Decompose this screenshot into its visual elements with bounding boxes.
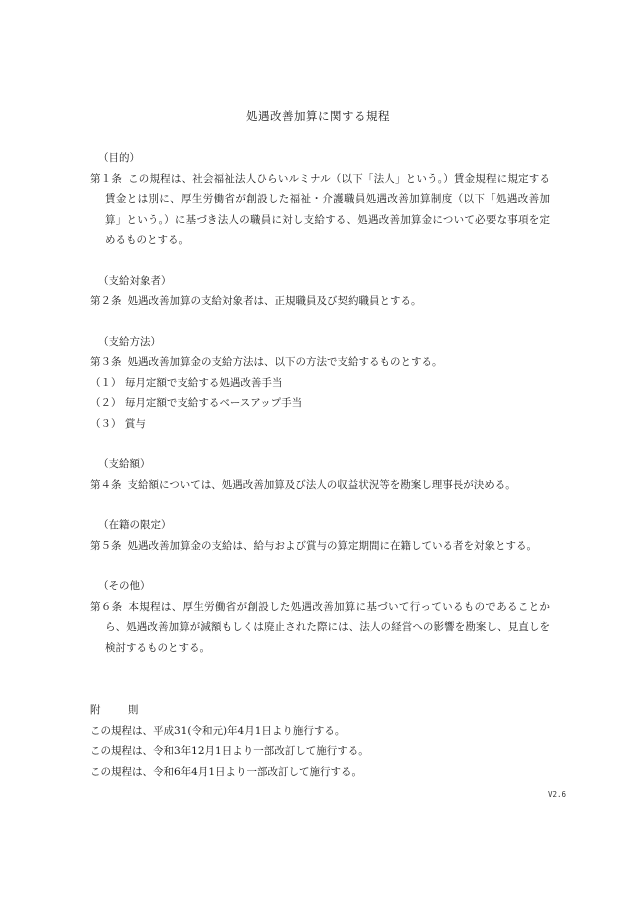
- document-title: 処遇改善加算に関する規程: [246, 109, 390, 123]
- article-5: [90, 536, 550, 557]
- article-2: [90, 291, 550, 312]
- section-heading-other: （その他）: [98, 580, 151, 592]
- supplementary-title: 附 則: [90, 704, 151, 716]
- document-body: [90, 148, 550, 782]
- article-6-label: 第６条: [90, 600, 123, 613]
- section-heading-method: （支給方法）: [98, 335, 161, 348]
- article-1-label: 第１条: [90, 172, 123, 185]
- article-2-label: 第２条: [90, 295, 122, 307]
- article-1-text: この規程は、社会福祉法人ひらいルミナル（以下「法人」という。）賃金規程に規定する賃金とは別に、厚生労働省が創設した福祉・介護職員処遇改善加算制度（以下「処遇改善加算」という。）に基づき法人の職員に対し支給する、処遇改善加算金について必要な事項を定めるものとする。: [105, 172, 550, 246]
- article-4: [90, 475, 550, 496]
- supplementary-line: この規程は、令和6年4月1日より一部改訂して施行する。: [90, 765, 363, 778]
- article-3-label: 第３条: [90, 356, 122, 368]
- supplementary-line: この規程は、令和3年12月1日より一部改訂して施行する。: [90, 745, 369, 757]
- article-6-text: 本規程は、厚生労働省が創設した処遇改善加算に基づいて行っているものであることから、処遇改善加算が減額もしくは廃止された際には、法人の経営への影響を勘案し、見直しを検討するものとする。: [105, 600, 551, 654]
- article-3-text: 処遇改善加算金の支給方法は、以下の方法で支給するものとする。: [127, 356, 443, 368]
- article-4-label: 第４条: [90, 478, 122, 491]
- article-4-text: 支給額については、処遇改善加算及び法人の収益状況等を勘案し理事長が決める。: [127, 478, 516, 491]
- article-5-label: 第５条: [90, 539, 122, 552]
- list-item: （２） 毎月定額で支給するベースアップ手当: [90, 397, 303, 409]
- article-1: [90, 169, 550, 251]
- version-label: V2.6: [547, 790, 566, 799]
- article-3: [90, 352, 550, 373]
- supplementary-line: この規程は、平成31(令和元)年4月1日より施行する。: [90, 724, 346, 737]
- article-6: [90, 597, 550, 659]
- article-5-text: 処遇改善加算金の支給は、給与および賞与の算定期間に在籍している者を対象とする。: [127, 539, 537, 552]
- list-item: （３） 賞与: [90, 417, 146, 430]
- section-heading-purpose: （目的）: [98, 152, 140, 164]
- section-heading-eligible: （支給対象者）: [98, 274, 172, 287]
- list-item: （１） 毎月定額で支給する処遇改善手当: [90, 376, 283, 389]
- article-2-text: 処遇改善加算の支給対象者は、正規職員及び契約職員とする。: [127, 295, 422, 307]
- section-heading-enrollment: （在籍の限定）: [98, 519, 172, 531]
- section-heading-amount: （支給額）: [98, 458, 151, 470]
